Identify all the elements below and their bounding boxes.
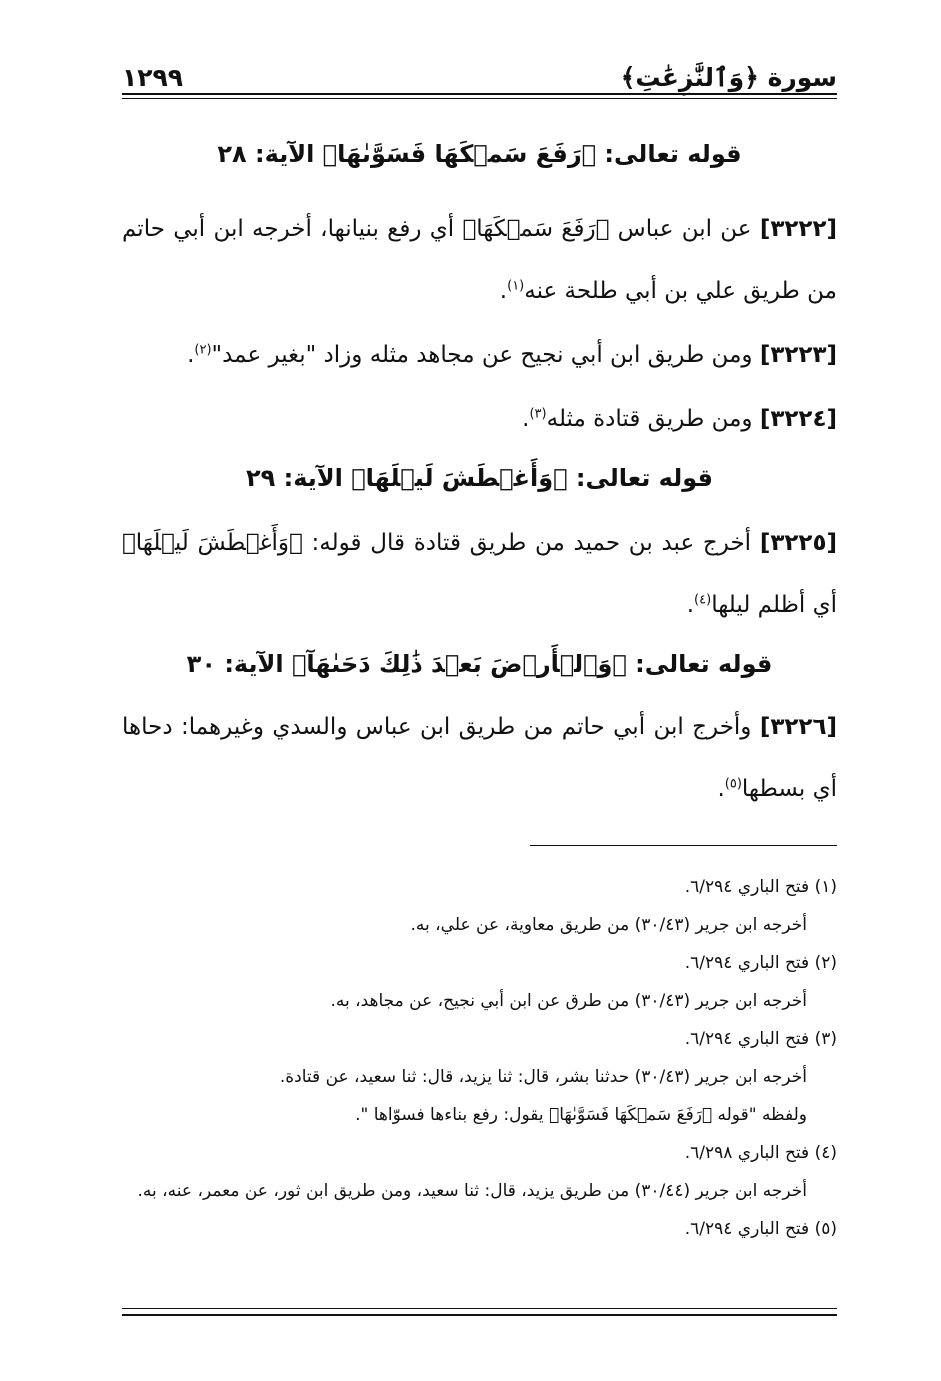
surah-title: سورة ﴿وَٱلنَّٰزِعَٰتِ﴾ [620, 63, 837, 92]
footnote-separator [530, 845, 837, 846]
footnote-source: (٥) فتح الباري ٦/٢٩٤. [684, 1219, 837, 1239]
entry-number: [٣٢٢٦] [759, 714, 837, 740]
footnote-source: (١) فتح الباري ٦/٢٩٤. [684, 877, 837, 897]
entry-text: عن ابن عباس ﴿رَفَعَ سَمۡكَهَا﴾ أي رفع بنيانها، أخرجه ابن أبي حاتم من طريق علي بن أبي طلحة عنه [122, 216, 837, 304]
section-heading: قوله تعالى: ﴿وَأَغۡطَشَ لَيۡلَهَا﴾ الآية: ٢٩ [245, 464, 714, 492]
entry-end: . [499, 278, 508, 304]
entry-number: [٣٢٢٤] [759, 406, 837, 432]
running-header [122, 54, 837, 92]
entry-text: ومن طريق قتادة مثله [546, 406, 753, 432]
footnote-reference: أخرجه ابن جرير (٣٠/٤٣) من طرق عن ابن أبي نجيح، عن مجاهد، به. [330, 991, 807, 1011]
entry-number: [٣٢٢٢] [759, 216, 838, 242]
footnote-reference: ولفظه "قوله ﴿رَفَعَ سَمۡكَهَا فَسَوَّىٰهَا﴾ يقول: رفع بناءها فسوّاها ". [355, 1105, 807, 1125]
hadith-entry [122, 198, 837, 322]
entry-text: ومن طريق ابن أبي نجيح عن مجاهد مثله وزاد "بغير عمد" [211, 342, 753, 368]
entry-text: أخرج عبد بن حميد من طريق قتادة قال قوله: ﴿وَأَغۡطَشَ لَيۡلَهَا﴾ أي أظلم ليلها [122, 530, 837, 618]
header-rule-thick [122, 93, 837, 95]
entry-end: . [686, 592, 695, 618]
entry-end: . [717, 776, 725, 802]
page-number: ١٢٩٩ [122, 63, 184, 92]
footnote-reference: أخرجه ابن جرير (٣٠/٤٤) من طريق يزيد، قال: ثنا سعيد، ومن طريق ابن ثور، عن معمر، عنه، به. [137, 1181, 807, 1201]
hadith-entry [122, 388, 837, 450]
footnote-marker[interactable]: (١) [507, 278, 525, 294]
footnote-source: (٢) فتح الباري ٦/٢٩٤. [684, 953, 837, 973]
hadith-entry [122, 324, 837, 386]
footnote-marker[interactable]: (٣) [529, 406, 547, 422]
footnotes [122, 868, 837, 1248]
header-rule-thin [122, 98, 837, 99]
footnote-source: (٣) فتح الباري ٦/٢٩٤. [684, 1029, 837, 1049]
section-heading: قوله تعالى: ﴿رَفَعَ سَمۡكَهَا فَسَوَّىٰهَا﴾ الآية: ٢٨ [217, 140, 742, 168]
footer-rule-thick [122, 1314, 837, 1316]
footnote-marker[interactable]: (٢) [194, 342, 212, 358]
entry-number: [٣٢٢٣] [759, 342, 837, 368]
hadith-entry [122, 696, 837, 820]
entry-end: . [187, 342, 195, 368]
footnote-marker[interactable]: (٤) [694, 592, 712, 608]
entry-end: . [522, 406, 530, 432]
footnote-reference: أخرجه ابن جرير (٣٠/٤٣) من طريق معاوية، عن علي، به. [410, 915, 807, 935]
entry-number: [٣٢٢٥] [759, 530, 837, 556]
footnote-reference: أخرجه ابن جرير (٣٠/٤٣) حدثنا بشر، قال: ثنا يزيد، قال: ثنا سعيد، عن قتادة. [279, 1067, 807, 1087]
main-text [122, 128, 837, 820]
footnote-marker[interactable]: (٥) [724, 776, 742, 792]
entry-text: وأخرج ابن أبي حاتم من طريق ابن عباس والسدي وغيرهما: دحاها أي بسطها [122, 714, 837, 802]
footer-rule-thin [122, 1308, 837, 1309]
footnote-source: (٤) فتح الباري ٦/٢٩٨. [684, 1143, 837, 1163]
hadith-entry [122, 512, 837, 636]
section-heading: قوله تعالى: ﴿وَٱلۡأَرۡضَ بَعۡدَ ذَٰلِكَ دَحَىٰهَآ﴾ الآية: ٣٠ [186, 650, 773, 678]
